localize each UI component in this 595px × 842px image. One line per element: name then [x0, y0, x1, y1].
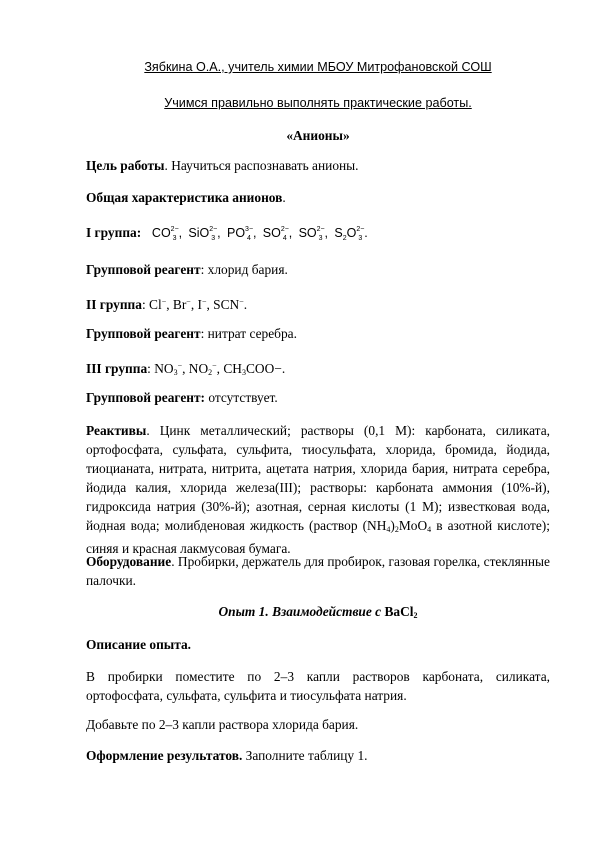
goal-paragraph [86, 157, 550, 175]
author-line: Зябкина О.А., учитель химии МБОУ Митрофановской СОШ [144, 60, 492, 74]
group2-paragraph: II группа: Cl−, Br−, I−, SCN−. [86, 297, 248, 312]
goal-text: . Научиться распознавать анионы. [164, 158, 359, 173]
ion-thiosulfate: $S_2O^{2-}_3$ [334, 226, 365, 242]
experiment1-title: Опыт 1. Взаимодействие с BaCl2 [218, 604, 418, 620]
ion-carbonate: $CO^{2-}_3$ [151, 226, 179, 242]
ion-silicate: SiO$^{2-}_3$ [188, 226, 218, 242]
group3-paragraph: III группа: NO3−, NO2−, CH3COO−. [86, 361, 286, 377]
group2-reagent: Групповой реагент: нитрат серебра. [86, 326, 297, 341]
goal-label: Цель работы [86, 158, 165, 173]
document-subtitle: Учимся правильно выполнять практические работы. [164, 96, 472, 110]
group3-reagent: Групповой реагент: отсутствует. [86, 390, 278, 405]
step2-paragraph: Добавьте по 2–3 капли раствора хлорида бария. [86, 717, 359, 732]
ion-sulfate: $SO^{2-}_4$ [262, 226, 289, 242]
results-paragraph: Оформление результатов. Заполните таблицу 1. [86, 748, 368, 763]
general-heading: Общая характеристика анионов. [86, 190, 286, 205]
group1-label: I группа: [86, 225, 142, 240]
document-title: «Анионы» [286, 128, 350, 143]
group1-paragraph: I группа: $CO^{2-}_3$ , SiO$^{2-}_3$ , $PO^{3-}_4$ , $SO^{2-}_4$ , $SO^{2-}_3$ , $S_2O^{2-}_3$ . [86, 224, 550, 245]
description-heading: Описание опыта. [86, 637, 192, 652]
equipment-paragraph: Оборудование. Пробирки, держатель для пробирок, газовая горелка, стеклянные палочки. [86, 554, 550, 588]
step1-paragraph: В пробирки поместите по 2–3 капли растворов карбоната, силиката, ортофосфата, сульфата, сульфита и тиосульфата натрия. [86, 669, 550, 703]
ion-sulfite: $SO^{2-}_3$ [298, 226, 325, 242]
group1-reagent: Групповой реагент: хлорид бария. [86, 262, 288, 277]
ion-phosphate: $PO^{3-}_4$ [226, 226, 254, 242]
reagents-paragraph: Реактивы. Цинк металлический; растворы (0,1 М): карбоната, силиката, ортофосфата, сульфата, сульфита, тиосульфата, хлорида, бромида, йодида, тиоцианата, нитрата, нитрита, ацетата натрия, хлорида бария, нитрата серебра, йодида калия, хлорида железа(III); растворы: карбоната аммония (10%-й), гидроксида натрия (30%-й); азотная, серная кислоты (1 М); известковая вода, йодная вода; молибденовая жидкость (раствор (NH4)2MoO4 в азотной кислоте); синяя и красная лакмусовая бумага. [86, 423, 550, 556]
